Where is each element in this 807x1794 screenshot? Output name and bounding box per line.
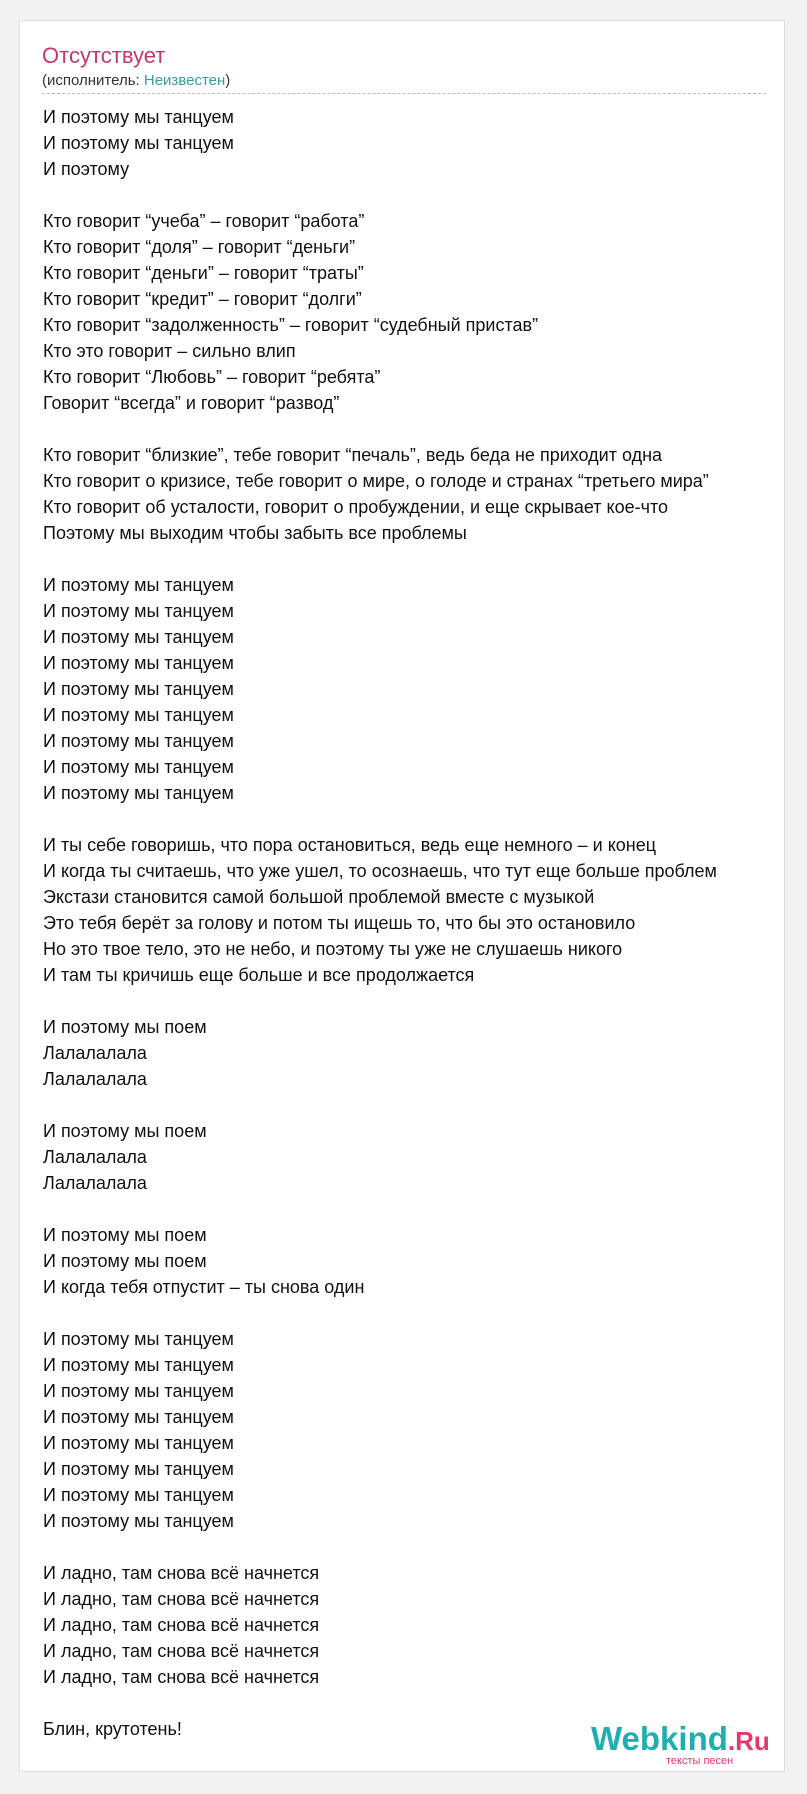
stanza-gap xyxy=(43,182,785,208)
lyric-line: И поэтому мы танцуем xyxy=(43,1433,234,1453)
lyric-line: Кто говорит “доля” – говорит “деньги” xyxy=(43,237,356,257)
lyric-line: И ты себе говоришь, что пора остановиться, ведь еще немного – и конец xyxy=(43,835,657,855)
lyric-line: И ладно, там снова всё начнется xyxy=(43,1589,320,1609)
lyric-line: Говорит “всегда” и говорит “развод” xyxy=(43,393,340,413)
lyric-line: Кто говорит “кредит” – говорит “долги” xyxy=(43,289,362,309)
lyric-line: Кто говорит об усталости, говорит о пробуждении, и еще скрывает кое-что xyxy=(43,497,669,517)
lyric-line: И поэтому мы танцуем xyxy=(43,133,234,153)
lyric-line: И поэтому мы танцуем xyxy=(43,1381,234,1401)
lyric-line: И поэтому мы танцуем xyxy=(43,757,234,777)
lyric-line: И там ты кричишь еще больше и все продолжается xyxy=(43,965,475,985)
lyric-line: Блин, крутотень! xyxy=(43,1719,182,1739)
lyric-line: И поэтому мы поем xyxy=(43,1017,207,1037)
lyric-line: И поэтому xyxy=(43,159,130,179)
lyric-line: И поэтому мы поем xyxy=(43,1121,207,1141)
stanza-gap xyxy=(43,806,785,832)
lyric-line: Лалалалала xyxy=(43,1147,147,1167)
lyric-line: И ладно, там снова всё начнется xyxy=(43,1641,320,1661)
lyric-line: И поэтому мы танцуем xyxy=(43,1511,234,1531)
lyric-line: И поэтому мы танцуем xyxy=(43,107,234,127)
lyric-line: Поэтому мы выходим чтобы забыть все проблемы xyxy=(43,523,467,543)
lyric-line: И поэтому мы танцуем xyxy=(43,731,234,751)
title-divider xyxy=(42,93,766,94)
artist-link[interactable]: Неизвестен xyxy=(143,72,226,89)
artist-suffix: ) xyxy=(225,72,231,89)
logo-main-text: Webkind xyxy=(591,1720,728,1757)
lyric-line: И поэтому мы поем xyxy=(43,1225,207,1245)
lyric-line: И ладно, там снова всё начнется xyxy=(43,1667,320,1687)
lyric-line: И поэтому мы танцуем xyxy=(43,627,234,647)
lyric-line: И поэтому мы поем xyxy=(43,1251,207,1271)
lyric-line: Это тебя берёт за голову и потом ты ищешь то, что бы это остановило xyxy=(43,913,636,933)
stanza-gap xyxy=(43,988,785,1014)
lyric-line: И ладно, там снова всё начнется xyxy=(43,1615,320,1635)
lyric-line: Лалалалала xyxy=(43,1043,147,1063)
lyrics-text xyxy=(43,104,785,1742)
lyric-line: Кто говорит “деньги” – говорит “траты” xyxy=(43,263,364,283)
webkind-logo[interactable] xyxy=(591,1720,776,1770)
lyric-line: И когда тебя отпустит – ты снова один xyxy=(43,1277,365,1297)
lyric-line: И поэтому мы танцуем xyxy=(43,1355,234,1375)
lyric-line: Кто говорит “учеба” – говорит “работа” xyxy=(43,211,365,231)
artist-prefix: (исполнитель: xyxy=(42,72,144,89)
lyric-line: И поэтому мы танцуем xyxy=(43,1329,234,1349)
lyric-line: И поэтому мы танцуем xyxy=(43,1485,234,1505)
stanza-gap xyxy=(43,1690,785,1716)
lyric-line: И поэтому мы танцуем xyxy=(43,601,234,621)
lyric-line: Кто говорит о кризисе, тебе говорит о мире, о голоде и странах “третьего мира” xyxy=(43,471,709,491)
lyric-line: Кто говорит “близкие”, тебе говорит “печаль”, ведь беда не приходит одна xyxy=(43,445,663,465)
lyric-line: Лалалалала xyxy=(43,1173,147,1193)
lyric-line: Экстази становится самой большой проблемой вместе с музыкой xyxy=(43,887,595,907)
lyric-line: И ладно, там снова всё начнется xyxy=(43,1563,320,1583)
stanza-gap xyxy=(43,1534,785,1560)
stanza-gap xyxy=(43,1092,785,1118)
stanza-gap xyxy=(43,546,785,572)
lyric-line: Кто говорит “Любовь” – говорит “ребята” xyxy=(43,367,381,387)
stanza-gap xyxy=(43,1196,785,1222)
lyric-line: И поэтому мы танцуем xyxy=(43,783,234,803)
lyric-line: И поэтому мы танцуем xyxy=(43,679,234,699)
lyric-line: Кто говорит “задолженность” – говорит “судебный пристав” xyxy=(43,315,539,335)
logo-wordmark xyxy=(591,1720,770,1760)
lyrics-card xyxy=(19,20,785,1772)
lyric-line: И когда ты считаешь, что уже ушел, то осознаешь, что тут еще больше проблем xyxy=(43,861,717,881)
lyric-line: И поэтому мы танцуем xyxy=(43,653,234,673)
song-title: Отсутствует xyxy=(42,43,166,68)
logo-tld-text: .Ru xyxy=(727,1726,770,1756)
lyric-line: И поэтому мы танцуем xyxy=(43,1459,234,1479)
stanza-gap xyxy=(43,1300,785,1326)
lyric-line: И поэтому мы танцуем xyxy=(43,575,234,595)
lyric-line: Но это твое тело, это не небо, и поэтому ты уже не слушаешь никого xyxy=(43,939,623,959)
logo-tagline: тексты песен xyxy=(666,1755,734,1767)
lyric-line: И поэтому мы танцуем xyxy=(43,1407,234,1427)
lyric-line: Кто это говорит – сильно влип xyxy=(43,341,296,361)
stanza-gap xyxy=(43,416,785,442)
lyric-line: Лалалалала xyxy=(43,1069,147,1089)
artist-line xyxy=(42,72,230,90)
lyric-line: И поэтому мы танцуем xyxy=(43,705,234,725)
